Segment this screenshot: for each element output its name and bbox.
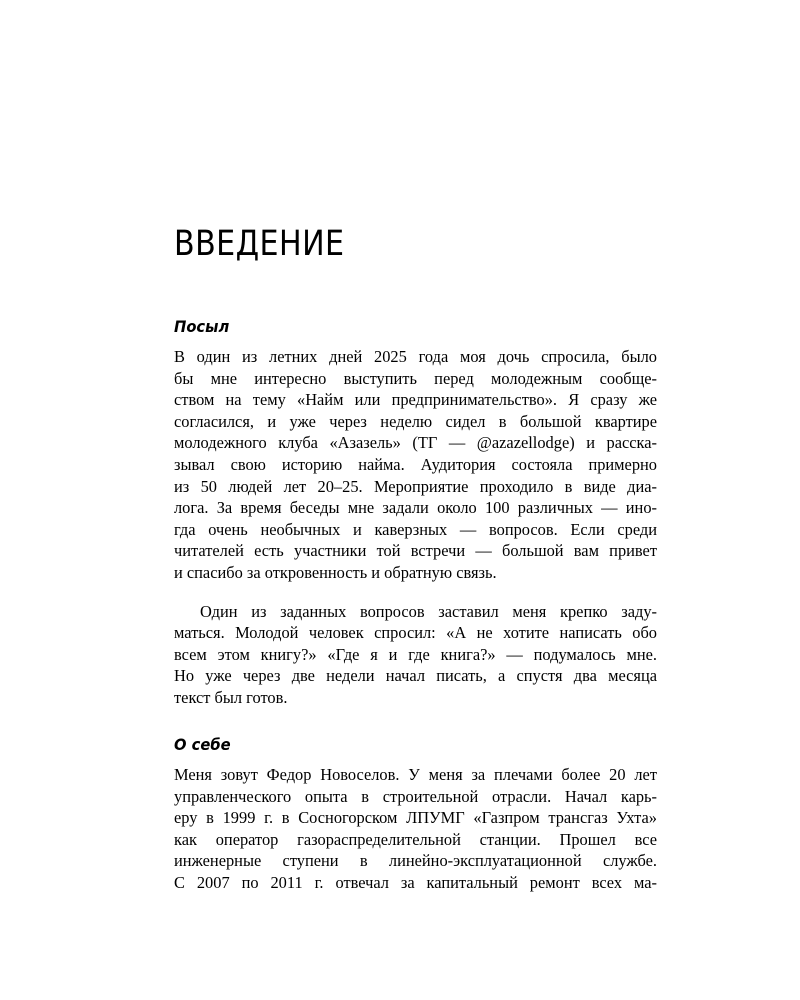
text-line: как оператор газораспределительной станции. Прошел все (174, 829, 657, 849)
text-line: зывал свою историю найма. Аудитория состояла примерно (174, 454, 657, 474)
text-line: читателей есть участники той встречи — большой вам привет (174, 541, 657, 561)
section-heading: Посыл (174, 317, 230, 336)
text-line: В один из летних дней 2025 года моя дочь спросила, было (174, 347, 657, 366)
paragraph (174, 346, 657, 584)
text-line: С 2007 по 2011 г. отвечал за капитальный ремонт всех ма- (174, 872, 657, 892)
text-line: управленческого опыта в строительной отрасли. Начал карь- (174, 786, 657, 806)
text-line: Один из заданных вопросов заставил меня крепко заду- (200, 601, 657, 621)
text-line: лога. За время беседы мне задали около 100 различных — ино- (174, 498, 657, 518)
text-line: гда очень необычных и каверзных — вопросов. Если среди (174, 519, 657, 539)
section-o-sebe (174, 734, 657, 894)
text-line: ством на тему «Найм или предпринимательство». Я сразу же (174, 390, 657, 410)
text-line: Но уже через две недели начал писать, а спустя два месяца (174, 666, 657, 686)
text-line: бы мне интересно выступить перед молодежным сообще- (174, 368, 657, 388)
text-line: текст был готов. (174, 687, 288, 707)
text-line: инженерные ступени в линейно-эксплуатационной службе. (174, 851, 657, 871)
text-line: маться. Молодой человек спросил: «А не хотите написать обо (174, 623, 657, 643)
paragraph-gap (174, 584, 657, 601)
text-line: еру в 1999 г. в Сосногорском ЛПУМГ «Газпром трансгаз Ухта» (174, 808, 657, 828)
text-line: согласился, и уже через неделю сидел в большой квартире (174, 411, 657, 431)
text-line: молодежного клуба «Азазель» (ТГ — @azazellodge) и расска- (174, 433, 657, 453)
paragraph (174, 601, 657, 709)
section-heading: О себе (174, 735, 231, 754)
section-posyl (174, 316, 657, 709)
text-line: из 50 людей лет 20–25. Мероприятие проходило в виде диа- (174, 476, 657, 496)
paragraph (174, 764, 657, 894)
chapter-title: ВВЕДЕНИЕ (174, 224, 345, 264)
text-line: всем этом книгу?» «Где я и где книга?» — подумалось мне. (174, 644, 657, 664)
book-page (174, 0, 657, 1000)
text-line: и спасибо за откровенность и обратную связь. (174, 562, 497, 582)
text-line: Меня зовут Федор Новоселов. У меня за плечами более 20 лет (174, 765, 657, 784)
